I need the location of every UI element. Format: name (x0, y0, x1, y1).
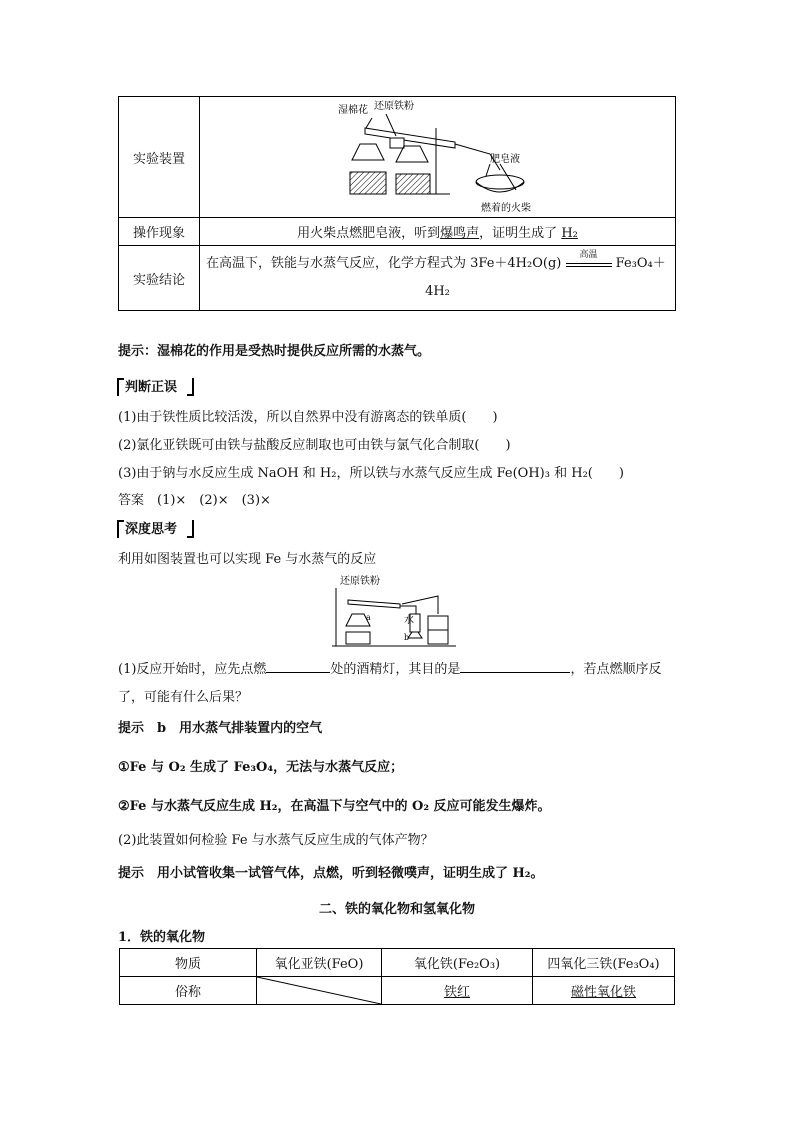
phenomenon-underline-h2: H₂ (561, 226, 578, 241)
row-label-apparatus: 实验装置 (119, 97, 200, 218)
cell-fe3o4-common-name: 磁性氧化铁 (533, 977, 675, 1005)
conclusion-text: 在高温下，铁能与水蒸气反应，化学方程式为 3Fe＋4H₂O(g) (206, 256, 562, 271)
answer-line: 答案 (1)× (2)× (3)× (118, 493, 271, 508)
th-substance: 物质 (120, 949, 257, 977)
subsection-iron-oxides: 1．铁的氧化物 (118, 930, 206, 945)
conclusion-product: Fe₃O₄＋ (615, 256, 666, 271)
label-iron-powder: 还原铁粉 (374, 100, 414, 112)
th-fe3o4: 四氧化三铁(Fe₃O₄) (533, 949, 675, 977)
think-intro: 利用如图装置也可以实现 Fe 与水蒸气的反应 (118, 552, 377, 567)
iron-oxides-table (119, 948, 675, 1005)
blank-1 (266, 658, 330, 673)
row-label-common-name: 俗称 (120, 977, 257, 1005)
phenomenon-text-b: ，证明生成了 (479, 226, 558, 241)
row-label-conclusion: 实验结论 (119, 246, 200, 311)
row-label-phenomenon: 操作现象 (119, 218, 200, 246)
apparatus-figure-2 (330, 574, 460, 648)
question-1: (1)由于铁性质比较活泼，所以自然界中没有游离态的铁单质( ) (118, 410, 498, 425)
hint-2: 提示 b 用水蒸气排装置内的空气 (118, 721, 323, 736)
equation-arrow (566, 250, 612, 267)
consequence-2: ②Fe 与水蒸气反应生成 H₂，在高温下与空气中的 O₂ 反应可能发生爆炸。 (118, 799, 551, 814)
evaporating-dish-shape (476, 164, 524, 192)
cell-feo-common-name (257, 977, 382, 1005)
question-3: (3)由于钠与水反应生成 NaOH 和 H₂，所以铁与水蒸气反应生成 Fe(OH)₃ 和 H₂( ) (118, 466, 624, 481)
hint-3: 提示 用小试管收集一试管气体，点燃，听到轻微噗声，证明生成了 H₂。 (118, 866, 544, 881)
conclusion-text-line2: 4H₂ (425, 284, 450, 299)
hint-wet-cotton: 提示：湿棉花的作用是受热时提供反应所需的水蒸气。 (118, 344, 431, 359)
reaction-tube-shape (365, 114, 500, 176)
section-judge-heading: 判断正误 (117, 376, 177, 395)
phenomenon-cell (200, 218, 676, 246)
think-question-1: (1)反应开始时，应先点燃 处的酒精灯，其目的是 ，若点燃顺序反 (118, 658, 661, 677)
label-water: 水 (404, 615, 414, 626)
th-feo: 氧化亚铁(FeO) (257, 949, 382, 977)
question-2: (2)氯化亚铁既可由铁与盐酸反应制取也可由铁与氯气化合制取( ) (118, 438, 511, 453)
apparatus-2-shapes (332, 588, 456, 646)
section-think-heading: 深度思考 (117, 518, 177, 537)
diagonal-slash (257, 977, 381, 1004)
conclusion-cell (200, 246, 676, 311)
iron-steam-apparatus-figure (200, 98, 675, 217)
think-question-2: (2)此装置如何检验 Fe 与水蒸气反应生成的气体产物？ (118, 833, 434, 848)
phenomenon-underline-sound: 爆鸣声 (440, 226, 480, 241)
apparatus-figure-cell (200, 97, 676, 218)
consequence-1: ①Fe 与 O₂ 生成了 Fe₃O₄，无法与水蒸气反应； (118, 760, 404, 775)
label-iron-powder-2: 还原铁粉 (340, 576, 380, 587)
label-b: b (404, 633, 410, 642)
label-wet-cotton: 湿棉花 (338, 104, 368, 116)
experiment-table (118, 96, 676, 311)
phenomenon-text-a: 用火柴点燃肥皂液，听到 (297, 226, 441, 241)
label-match: 燃着的火柴 (481, 202, 531, 214)
label-soap: 肥皂液 (490, 153, 520, 165)
think-question-1-cont: 了，可能有什么后果？ (118, 690, 249, 705)
label-a: a (366, 613, 371, 622)
th-fe2o3: 氧化铁(Fe₂O₃) (382, 949, 533, 977)
section-2-title: 二、铁的氧化物和氢氧化物 (318, 902, 475, 917)
equation-condition: 高温 (579, 250, 598, 260)
blank-2 (460, 658, 570, 673)
cell-fe2o3-common-name: 铁红 (382, 977, 533, 1005)
